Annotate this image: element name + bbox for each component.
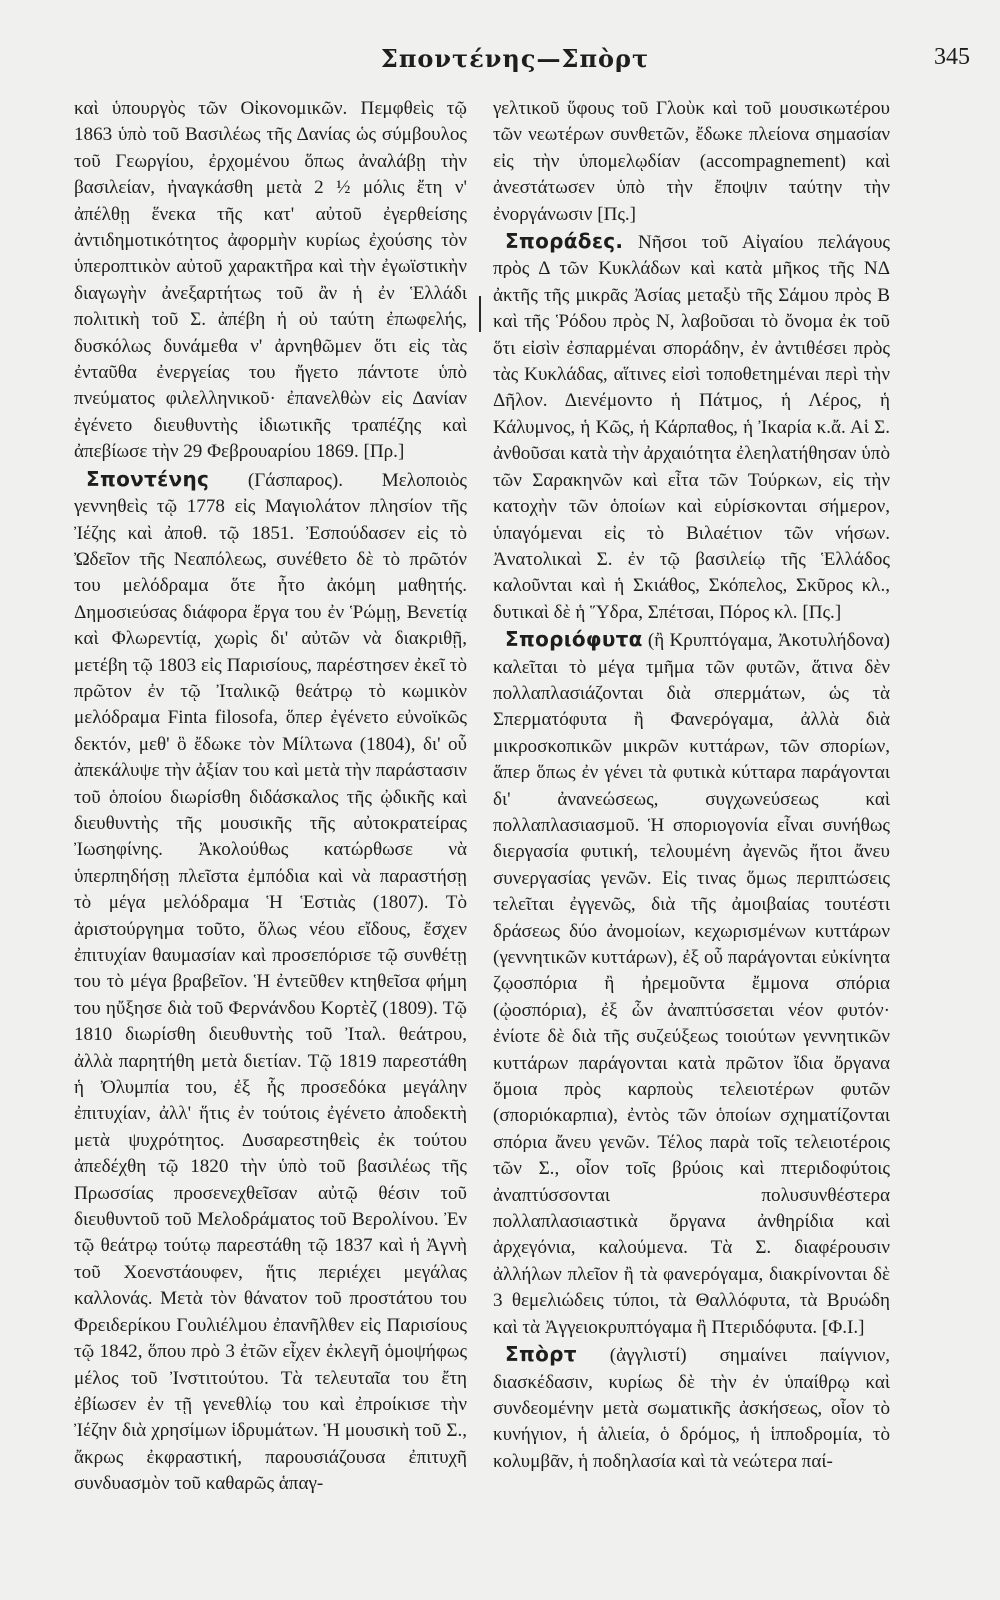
page-header <box>60 44 970 78</box>
entry-spontenis <box>74 466 467 1498</box>
entry-text: (ἢ Κρυπτόγαμα, Ἀκοτυλήδονα) καλεῖται τὸ μέγα τμῆμα τῶν φυτῶν, ἅτινα δὲν πολλαπλασιάζονται διὰ σπερμάτων, ὡς τὰ Σπερματόφυτα ἢ Φανερόγαμα, ἀλλὰ διὰ μικροσκοπικῶν μικρῶν κυττάρων, τῶν σπορίων, ἅπερ ὅπως ἐν γένει τὰ φυτικὰ κύτταρα παράγονται δι' ἀνανεώσεως, συγχωνεύσεως καὶ πολλαπλασιασμοῦ. Ἡ σποριογονία εἶναι συνήθως διεργασία φυτική, τελουμένη ἀγενῶς ἤτοι ἄνευ συνεργασίας γενῶν. Εἰς τινας ὅμως περιπτώσεις τελεῖται ἐγγενῶς, διὰ τῆς ἀμοιβαίας τουτέστι δράσεως δύο ἀνομοίων, κεχωρισμένων κυττάρων (γεννητικῶν κυττάρων), ἐξ οὗ παράγονται εὐκίνητα ζῳοσπόρια ἢ ἠρεμοῦντα ἔμμονα σπόρια (ᾠοσπόρια), ἐξ ὧν ἀναπτύσσεται νέον φυτόν· ἐνίοτε δὲ διὰ τῆς συζεύξεως τοιούτων γεννητικῶν κυττάρων παράγονται κατὰ πρῶτον ἴδια ὄργανα ὅμοια πρὸς καρποὺς τελειοτέρων φυτῶν (σποριόκαρπια), ἐντὸς τῶν ὁποίων σχηματίζονται σπόρια ἄνευ γενῶν. Τέλος παρὰ τοῖς τελειοτέροις τῶν Σ., οἷον τοῖς βρύοις καὶ πτεριδοφύτοις ἀναπτύσσονται πολυσυνθέστερα πολλαπλασιαστικὰ ὄργανα ἀνθηρίδια καὶ ἀρχεγόνια, καλούμενα. Τὰ Σ. διαφέρουσιν ἀλλήλων πλεῖον ἢ τὰ φανερόγαμα, διακρίνονται δὲ 3 θεμελιώδεις τύποι, τὰ Θαλλόφυτα, τὰ Βρυώδη καὶ τὰ Ἀγγειοκρυπτόγαμα ἢ Πτεριδόφυτα. [Φ.Ι.] <box>493 630 890 1338</box>
continued-entry-text: γελτικοῦ ὕφους τοῦ Γλοὺκ καὶ τοῦ μουσικωτέρου τῶν νεωτέρων συνθετῶν, ἔδωκε πλείονα σημασίαν εἰς τὴν ὑπομελῳδίαν (accompagnement) καὶ ἀνεστάτωσεν ὑπὸ τὴν ἔποψιν ταύτην τὴν ἐνοργάνωσιν [Πς.] <box>493 98 890 225</box>
entry-term: Σπὸρτ <box>505 1342 577 1367</box>
entry-sport <box>493 1341 890 1475</box>
right-column <box>493 96 890 1475</box>
entry-text: Νῆσοι τοῦ Αἰγαίου πελάγους πρὸς Δ τῶν Κυκλάδων καὶ κατὰ μῆκος τῆς ΝΔ ἀκτῆς τῆς μικρᾶς Ἀσίας μεταξὺ τῆς Σάμου πρὸς Β καὶ τῆς Ῥόδου πρὸς Ν, λαβοῦσαι τὸ ὄνομα ἐκ τοῦ ὅτι εἰσὶν ἐσπαρμέναι σποράδην, ἐν ἀντιθέσει πρὸς τὰς Κυκλάδας, αἵτινες εἰσὶ τοποθετημέναι περὶ τὴν Δῆλον. Διενέμοντο ἡ Πάτμος, ἡ Λέρος, ἡ Κάλυμνος, ἡ Κῶς, ἡ Κάρπαθος, ἡ Ἰκαρία κ.ἄ. Αἱ Σ. ἀνθοῦσαι κατὰ τὴν ἀρχαιότητα ἐλεηλατήθησαν ὑπὸ τῶν Σαρακηνῶν καὶ εἶτα τῶν Τούρκων, εἰς τὴν κατοχὴν τῶν ὁποίων καὶ εὑρίσκονται σήμερον, ὑπαγόμεναι εἰς τὸ Βιλαέτιον τῶν νήσων. Ἀνατολικαὶ Σ. ἐν τῷ βασιλείῳ τῆς Ἑλλάδος καλοῦνται καὶ ἡ Σκιάθος, Σκόπελος, Σκῦρος κλ., δυτικαὶ δὲ ἡ Ὕδρα, Σπέτσαι, Πόρος κλ. [Πς.] <box>493 232 890 623</box>
entry-sporiofyta <box>493 626 890 1341</box>
running-head: Σποντένης—Σπὸρτ <box>380 44 650 73</box>
entry-text: (Γάσπαρος). Μελοποιὸς γεννηθεὶς τῷ 1778 εἰς Μαγιολάτον πλησίον τῆς Ἰέζης καὶ ἀποθ. τῷ 1851. Ἐσπούδασεν εἰς τὸ Ὠδεῖον τῆς Νεαπόλεως, συνέθετο δὲ τὸ πρῶτόν του μελόδραμα ὅτε ἦτο ἀκόμη μαθητής. Δημοσιεύσας διάφορα ἔργα του ἐν Ῥώμῃ, Βενετίᾳ καὶ Φλωρεντίᾳ, χωρὶς δι' αὐτῶν νὰ διακριθῇ, μετέβη τῷ 1803 εἰς Παρισίους, παρέστησεν ἐκεῖ τὸ πρῶτον ἐν τῷ Ἰταλικῷ θεάτρῳ τὸ κωμικὸν μελόδραμα Finta filosofa, ὅπερ ἐγένετο εὐνοϊκῶς δεκτόν, μεθ' ὃ ἔδωκε τὸν Μίλτωνα (1804), δι' οὗ ἀπεκάλυψε τὴν ἀξίαν του καὶ μετὰ τὴν παράστασιν τοῦ ὁποίου διωρίσθη διδάσκαλος τῆς ᾠδικῆς καὶ διευθυντὴς τῆς μουσικῆς τῆς αὐτοκρατείρας Ἰωσηφίνης. Ἀκολούθως κατώρθωσε νὰ ὑπερπηδήσῃ πλεῖστα ἐμπόδια καὶ νὰ παραστήσῃ τὸ μέγα μελόδραμα Ἡ Ἑστιὰς (1807). Τὸ ἀριστούργημα τοῦτο, ὅλως νέου εἴδους, ἔσχεν ἐπιτυχίαν θαυμασίαν καὶ προσεπόρισε τῷ συνθέτῃ του τὸ μέγα βραβεῖον. Ἡ ἐντεῦθεν κτηθεῖσα φήμη του ηὔξησε διὰ τοῦ Φερνάνδου Κορτὲζ (1809). Τῷ 1810 διωρίσθη διευθυντὴς τοῦ Ἰταλ. θεάτρου, ἀλλὰ παρητήθη μετὰ διετίαν. Τῷ 1819 παρεστάθη ἡ Ὀλυμπία του, ἐξ ἧς προσεδόκα μεγάλην ἐπιτυχίαν, ἀλλ' ἥτις ἐν τούτοις ἐγένετο ἀποδεκτὴ μετὰ ψυχρότητος. Δυσαρεστηθεὶς ἐκ τούτου ἀπεδέχθη τῷ 1820 τὴν ὑπὸ τοῦ βασιλέως τῆς Πρωσσίας προσενεχθεῖσαν αὐτῷ θέσιν τοῦ διευθυντοῦ τοῦ Μελοδράματος τοῦ Βερολίνου. Ἐν τῷ θεάτρῳ τούτῳ παρεστάθη τῷ 1837 καὶ ἡ Ἀγνὴ τοῦ Χοενστάουφεν, ἥτις περιέχει μεγάλας καλλονάς. Μετὰ τὸν θάνατον τοῦ προστάτου του Φρειδερίκου Γουλιέλμου ἐπανῆλθεν εἰς Παρισίους τῷ 1842, ὅπου πρὸ 3 ἐτῶν εἶχεν ἐκλεγῆ ὁμοψήφως μέλος τοῦ Ἰνστιτούτου. Τὰ τελευταῖα του ἔτη ἐβίωσεν ἐν τῇ γενεθλίῳ του καὶ ἐπροίκισε τὴν Ἰέζην διὰ χρησίμων ἱδρυμάτων. Ἡ μουσικὴ τοῦ Σ., ἄκρως ἐκφραστική, παρουσιάζουσα ἐπιτυχῆ συνδυασμὸν τοῦ καθαρῶς ἁπαγ- <box>74 469 467 1495</box>
column-rule <box>479 296 481 332</box>
entry-term: Σποντένης <box>86 466 210 491</box>
page-number: 345 <box>934 44 970 70</box>
entry-text: (ἀγγλιστί) σημαίνει παίγνιον, διασκέδασιν, κυρίως δὲ τὴν ἐν ὑπαίθρῳ καὶ συνδεομένην μετὰ σωματικῆς ἀσκήσεως, οἷον τὸ κυνήγιον, ἡ ἁλιεία, ὁ δρόμος, ἡ ἱπποδρομία, τὸ κολυμβᾶν, ἡ ποδηλασία καὶ τὰ νεώτερα παί- <box>493 1345 890 1472</box>
entry-sporades <box>493 228 890 626</box>
left-column <box>74 96 467 1498</box>
continued-entry-text: καὶ ὑπουργὸς τῶν Οἰκονομικῶν. Πεμφθεὶς τῷ 1863 ὑπὸ τοῦ Βασιλέως τῆς Δανίας ὡς σύμβουλος τοῦ Γεωργίου, ἐρχομένου ὅπως ἀναλάβῃ τὴν βασιλείαν, ἠναγκάσθη μετὰ 2 ½ μόλις ἔτη ν' ἀπέλθῃ ἕνεκα τῆς κατ' αὐτοῦ ἐγερθείσης ἀντιδημοτικότητος ἀφορμὴν κυρίως ἐχούσης τὸν ὑπεροπτικὸν αὐτοῦ χαρακτῆρα καὶ τὴν ἐγωϊστικὴν διαγωγὴν ἀνεξαρτήτως τοῦ ἂν ἡ ἐν Ἑλλάδι πολιτικὴ τοῦ Σ. ἀπέβη ἡ οὐ ταύτη ἐπωφελής, δυσκόλως δυνάμεθα ν' ἀρνηθῶμεν ὅτι εἰς τὰς ἐνταῦθα ἐνεργείας του ἤγετο πάντοτε ὑπὸ πνεύματος φιλελληνικοῦ· ἐπανελθὼν εἰς Δανίαν ἐγένετο διευθυντὴς ἰδιωτικῆς τραπέζης καὶ ἀπεβίωσε τὴν 29 Φεβρουαρίου 1869. [Πρ.] <box>74 98 467 463</box>
entry-term: Σποράδες. <box>505 229 624 254</box>
entry-term: Σποριόφυτα <box>505 627 643 652</box>
